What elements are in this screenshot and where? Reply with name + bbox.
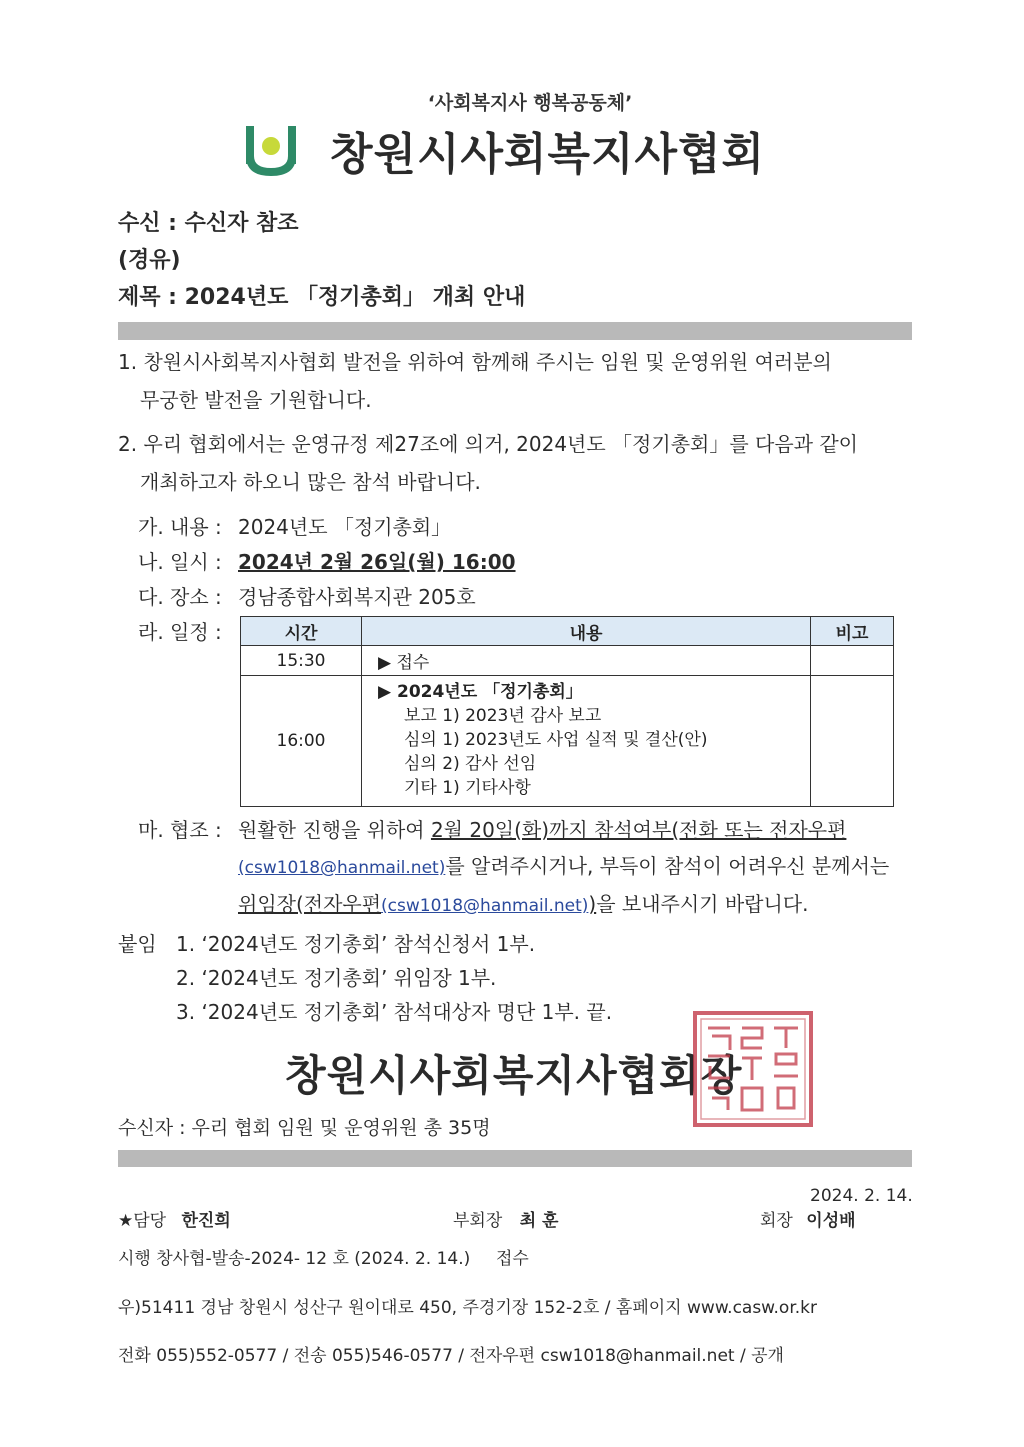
table-row bbox=[241, 676, 894, 807]
row2-line: 보고 1) 2023년 감사 보고 bbox=[404, 706, 602, 726]
coop-text-1: 원활한 진행을 위하여 bbox=[238, 818, 431, 842]
slogan: ‘사회복지사 행복공동체’ bbox=[427, 92, 633, 114]
paragraph-2-line-1: 2. 우리 협회에서는 운영규정 제27조에 의거, 2024년도 「정기총회」를 다음과 같이 bbox=[118, 432, 858, 456]
attachments bbox=[118, 927, 612, 1029]
coop-label: 마. 협조 : bbox=[138, 818, 222, 842]
contact-line: 전화 055)552-0577 / 전송 055)546-0577 / 전자우편 csw1018@hanmail.net / 공개 bbox=[118, 1346, 784, 1366]
vp-label: 부회장 bbox=[453, 1211, 503, 1231]
staff-name: 한진희 bbox=[181, 1211, 231, 1231]
staff bbox=[118, 1206, 231, 1231]
issue-date: 2024. 2. 14. bbox=[810, 1186, 913, 1206]
item-place bbox=[138, 581, 476, 610]
coop-text-3: 를 알려주시거나, 부득이 참석이 어려우신 분께서는 bbox=[445, 854, 890, 878]
row2-line: 기타 1) 기타사항 bbox=[404, 778, 531, 798]
row2-time: 16:00 bbox=[241, 676, 362, 807]
attachment-item: 1. ‘2024년도 정기총회’ 참석신청서 1부. bbox=[176, 932, 536, 956]
official-seal-icon bbox=[692, 1010, 814, 1128]
table-row bbox=[241, 646, 894, 676]
receipt-label: 접수 bbox=[496, 1249, 529, 1269]
paragraph-1-line-2: 무궁한 발전을 기원합니다. bbox=[140, 388, 372, 412]
header-time: 시간 bbox=[241, 617, 362, 646]
schedule-table bbox=[240, 616, 894, 807]
coop-text-6: 을 보내주시기 바랍니다. bbox=[596, 892, 809, 916]
recipient-line: 수신 : 수신자 참조 bbox=[118, 211, 299, 236]
attachments-label: 붙임 bbox=[118, 932, 157, 956]
president-label: 회장 bbox=[760, 1211, 793, 1231]
item-datetime-value: 2024년 2월 26일(월) 16:00 bbox=[238, 550, 516, 574]
item-place-label: 다. 장소 : bbox=[138, 585, 222, 609]
coop-email-2[interactable]: (csw1018@hanmail.net) bbox=[381, 896, 589, 916]
recipients-list: 수신자 : 우리 협회 임원 및 운영위원 총 35명 bbox=[118, 1117, 491, 1139]
org-logo bbox=[246, 126, 296, 176]
paragraph-2-line-2: 개최하고자 하오니 많은 참석 바랍니다. bbox=[140, 470, 481, 494]
document-number: 시행 창사협-발송-2024- 12 호 (2024. 2. 14.) bbox=[118, 1249, 471, 1269]
coop-text-5: ) bbox=[588, 892, 597, 916]
subject-line: 제목 : 2024년도 「정기총회」 개최 안내 bbox=[118, 285, 526, 310]
header-note: 비고 bbox=[811, 617, 894, 646]
item-schedule-label: 라. 일정 : bbox=[138, 620, 222, 644]
row1-time: 15:30 bbox=[241, 646, 362, 676]
attachment-item: 2. ‘2024년도 정기총회’ 위임장 1부. bbox=[176, 966, 497, 990]
item-content-value: 2024년도 「정기총회」 bbox=[238, 515, 452, 539]
via-line: (경유) bbox=[118, 248, 181, 273]
address-line: 우)51411 경남 창원시 성산구 원이대로 450, 주경기장 152-2호 / 홈페이지 www.casw.or.kr bbox=[118, 1298, 818, 1318]
sender-title: 창원시사회복지사협회장 bbox=[285, 1051, 743, 1100]
table-header-row bbox=[241, 617, 894, 646]
row2-content bbox=[362, 676, 811, 807]
row2-title: ▶ 2024년도 「정기총회」 bbox=[378, 682, 583, 702]
header-divider bbox=[118, 322, 912, 340]
coop-text-4: 위임장(전자우편 bbox=[238, 892, 382, 916]
paragraph-1 bbox=[118, 343, 908, 419]
org-title: 창원시사회복지사협회 bbox=[330, 129, 766, 180]
row1-content: ▶ 접수 bbox=[362, 646, 811, 676]
item-datetime bbox=[138, 546, 516, 575]
staff-label: ★담당 bbox=[118, 1211, 167, 1231]
coop-email-1[interactable]: (csw1018@hanmail.net) bbox=[238, 858, 446, 878]
attachment-item: 3. ‘2024년도 정기총회’ 참석대상자 명단 1부. 끝. bbox=[176, 1000, 613, 1024]
row1-note bbox=[811, 646, 894, 676]
cooperation-block bbox=[138, 812, 898, 924]
president bbox=[760, 1206, 856, 1231]
vice-president bbox=[453, 1206, 558, 1231]
row2-note bbox=[811, 676, 894, 807]
item-place-value: 경남종합사회복지관 205호 bbox=[238, 585, 476, 609]
row2-line: 심의 2) 감사 선임 bbox=[404, 754, 537, 774]
paragraph-2 bbox=[118, 425, 908, 501]
row2-line: 심의 1) 2023년도 사업 실적 및 결산(안) bbox=[404, 730, 708, 750]
item-datetime-label: 나. 일시 : bbox=[138, 550, 222, 574]
paragraph-1-line-1: 1. 창원시사회복지사협회 발전을 위하여 함께해 주시는 임원 및 운영위원 여러분의 bbox=[118, 350, 832, 374]
president-name: 이성배 bbox=[806, 1211, 856, 1231]
item-content-label: 가. 내용 : bbox=[138, 515, 222, 539]
vp-name: 최 훈 bbox=[519, 1211, 559, 1231]
header-content: 내용 bbox=[362, 617, 811, 646]
coop-text-2: 2월 20일(화)까지 참석여부(전화 또는 전자우편 bbox=[430, 818, 847, 842]
footer-divider bbox=[118, 1150, 912, 1167]
item-content bbox=[138, 511, 451, 540]
